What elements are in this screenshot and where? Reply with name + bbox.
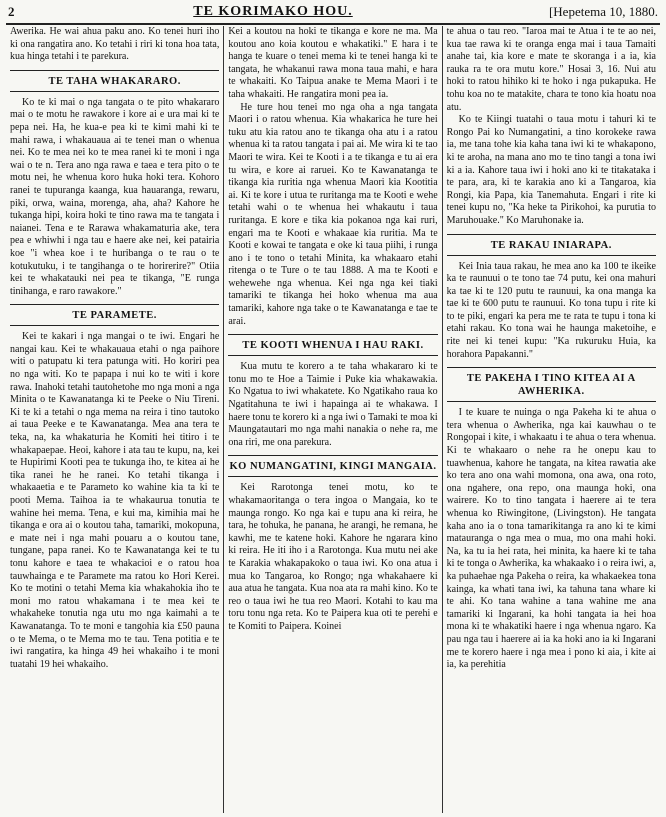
section-heading: TE PAKEHA I TINO KITEA AI A AWHERIKA. — [447, 367, 656, 402]
masthead-rule — [6, 23, 660, 25]
article-paragraph: Kei Inia taua rakau, he mea ano ka 100 te ikeike ka te raunuui o te tono tae 74 putu, kei ona mahuri ka tae ki te 120 putu te raunuui, ka ona manga ka tae ki te 600 putu te raunuui. Ko tona tupu i rite ki to te piki, engari ka pera me te rata te tupu i tona ki etahi rakau. Ko tona wai he haunga maketoihe, e rite nei ki tenei kupu: "Ka rukuruku Huia, ka horahora Papakanni." — [446, 260, 656, 360]
article-paragraph: I te kuare te nuinga o nga Pakeha ki te ahua o tera whenua o Awherika, nga kai kauwhau o te Rongopai i kite, i whakaatu i te ahua o tera whenua. Ki te whakaaro o nehe ra he onepu kau to tuawhenua, kahore he tangata, na kitea rawatia ake ko tera ano ona wahi momona, ona awa, ona roto, ona ngahere, ona repo, ona maunga hoki, ona wairere. Ko to tino tangata i haerere ai te tera whenua ko Riwingitone, (Livingston). He tangata kaha ano ia o tona tamarikitanga ra ano ki te kimi matauranga o nga mea o mua, mo ona mahi hoki. Na, ka tu ia hei rata, hei minita, ka haere ki te taha ki te tonga o Awherika, ka whakaako i o reira iwi, a, ka puhaehae nga Pakeha o reira, ka whakaekea tona kainga, ka whati tana iwi, ka tahuna tana whare ki te ahi. Ko tana wahine a tana wahine me ana tamariki ki Ingarani, ka hohi tangata ia hei hoa mona ki te whakatiki haere i nga whenua ngaro. Ka pau nga tau i haerere ai ia ka hoki ano ia ki Ingarani me te korero haere i nga mea i pono ki aia, i kite ai ia, ka perehitia — [446, 407, 656, 671]
article-columns — [6, 26, 660, 813]
section-heading: KO NUMANGATINI, KINGI MANGAIA. — [228, 455, 437, 477]
issue-date: [Hepetema 10, 1880. — [548, 4, 658, 19]
article-paragraph: Ko te ki mai o nga tangata o te pito whakararo mai o te motu he rawakore i kore ai e ura mai ki te pepa nei. Ha, he kua-e pea ki te kimi mahi ki te mahi rawa, i whakauaua ai te tenei man o whenua nei. Ko te mea nei ko te mea ranei ki te moni i nga wai o te n. Tera ano nga rawa e taea e tera pito o te motu nei, he whenua koro huka hoki tera. Kohoro ranei te tupuranga kaanga, kua hauaranga, rewaru, piki, orwa, waina, morenga, aha, aha? Kahore he tukanga hipi, koira hoki te tino rawa ma te tangata i naianei. Tena e te Rarawa whakamaturia ake, tera pea e whiwhi i nga tau e haere ake nei, kei patairia koe "i whea koe i te huribanga o te rau o te kotukutuku, i te tangihanga o te horirerire?" Otiia kei te whakatauki nei pea te tikanga, "E runga tinihanga, e raro rawakore." — [10, 96, 220, 297]
masthead — [8, 2, 658, 22]
newspaper-title: TE KORIMAKO HOU. — [193, 4, 353, 19]
column-1 — [6, 26, 223, 813]
section-heading: TE TAHA WHAKARARO. — [10, 70, 219, 92]
page-number: 2 — [8, 4, 15, 19]
section-heading: TE KOOTI WHENUA I HAU RAKI. — [228, 334, 437, 356]
article-paragraph: Ko te Kiingi tuatahi o taua motu i tahuri ki te Rongo Pai ko Numangatini, a tino korokeke rawa ia, me tana tohe kia kaha tana iwi ki te whakapono, ki te aroha, na mana ano mo te tino tangi a tona iwi ki a ia. Kahore taua iwi i hoki ano ki te titakataka i te para, ara, ki te karakia ano ki a Tangaroa, kia Rongi, kia Papa, kia Tanemahuta. Engari i rite ki tenei kupu no, "Ka heke ta Pirikohoi, ka purutia to Maruhouake." Ko Maruhonake ia. — [446, 114, 656, 226]
article-paragraph: Kua mutu te korero a te taha whakararo ki te tonu mo te Hoe a Taimie i Puke kia whakawakia. Ko Ngatua to iwi whakatete. Ko Ngatikaho raua ko Ngatitahuna te iwi i hapainga ai te whakawa. I haere tonu te korero ki a nga iwi o Tamaki te moa ki Maungatautari mo nga mahi nanakia o nehe ra, me ona riri, me ona parekura. — [228, 361, 438, 448]
column-2 — [223, 26, 441, 813]
article-paragraph: Kei te kakari i nga mangai o te iwi. Engari he nangai kau. Kei te whakauaua etahi o nga paihore witi o patupatu ki tera patunga witi. Ho koriri pea no nga witi. Ko te papapa i nui ko te witi i kore rawa. Inahoki tetahi tautohetohe mo nga moni a nga Minita o te Kawanatanga ki te Peeke o Niu Tireni. Ki te ki a tetahi o nga mema na reira i tino tautoko ai taua Peeke e te Kawanatanga. Mea ana tera te teka, na, ka whakaturia he Komiti hei titiro i te whakapaepae. Heoi, kahore i ata tau te kupu, na, kei te Hupirimi Kooti pea te tukunga iho, te kitea ai he tika ranei he he ranei. Ko tetahi tikanga i whakaaetia e te Parameto ko wahine kia ta ki te pooti Mema. Taihoa ia te whakaurua tonutia te wahine hei mema. Tena, e kui ma, kimihia mai he tikanga e ora ai o koutou taha, tamariki, mokopuna, e mate nei i nga mahi pouaru a o koutou tane, tungane, papa ranei. Ko te Kawanatanga kei te tu tonu kahore e taea te whakacioi e o ratou hoa tauwhainga e te Paramete ma ratou ko Hori Kerei. Ko te motini o tetahi Mema kia whakahokia iho te moni mo ratou whakamana i te mea kei te whakaheke tonutia nga utu mo nga kaimahi a te Kawanatanga. To te moni e tangohia kia £50 pauna o te Mema, o te Mema mo te tau. Tena potitia e te iwi rangatira, ka hinga 49 hei whakaiho i te moni tuatahi 19 hei whakaiho. — [10, 331, 220, 670]
column-3 — [442, 26, 660, 813]
article-paragraph: He ture hou tenei mo nga oha a nga tangata Maori i o ratou whenua. Kia whakarica he ture hei tuku atu kia ratou ano te tikanga oha atu i a ratou whenua ki ta ratou tangata i pai ai. Me wira ki te tao Maori te wira. Kei te Kooti i a te tikanga e tu ai era tu wira, e kore ai raruei. Ko te Kawanatanga te tikanga kia ruritia nga whenua Maori kia Kootitia ai. Ki te kore i utua te ruritanga ma te Kooti e wehe tetahi wahi o te whenua hei whakautu i taua ruritanga. E kore e tika kia pokanoa nga kai ruri, engari ma te Kooti e whakaae kia ruritia. Ma te Kooti e kowai te tangata e oke ki taua piihi, i runga ano i te tono o tetahi Minita, ka whakaaro etahi ritenga o te Ture o te tau 1888. A ma te Kooti e wehewehe nga whenua. Kei nga nga kei tiaki tamariki te tikanga hei hoko whenua ma aua tamariki, kahore nga take o te Kawanatanga e tae te arai. — [228, 101, 438, 327]
article-paragraph: Kei a koutou na hoki te tikanga e kore ne ma. Ma koutou ano koia koutou e whakatiki." E hara i te hanga te kuare o tenei mema ki te tenei hanga ki te tangata, he whakanui rawa mona taua mahi, e hara te whakaiti. Ko Taipua anake te Mema Maori i te taha whakaiti. He rangatira moni pea ia. — [228, 26, 438, 100]
section-heading: TE PARAMETE. — [10, 304, 219, 326]
article-paragraph: Kei Rarotonga tenei motu, ko te whakamaoritanga o tera ingoa o Mangaia, ko te maunga rongo. Ko nga kai e tupu ana ki reira, he tara, he tohuka, he panana, he arangi, he remana, he kawhi, me te katene hoki. Kahore he ngarara kino ki reira. He iti iho i a Rarotonga. Kua mutu nei ake te Karakia whakapakoko o taua iwi. Ko ona atua i mua ko Tangaroa, ko Rongo; nga whakahaere ki aua atua he tangata. Kua noa ata ra mahi kino. Ko te reo o taua iwi he tua reo Maori. Kotahi to kau ma toru tonu nga reta. Ko te Paipera kua oti te perehi e te Komiti to Paipera. Koinei — [228, 482, 438, 632]
section-heading: TE RAKAU INIARAPA. — [447, 234, 656, 256]
article-paragraph: Awerika. He wai ahua paku ano. Ko tenei huri iho ki ona rangatira ano. Ko tetahi i riri ki tona hoa tata, kua hinga tetahi i te parekura. — [10, 26, 220, 63]
article-paragraph: te ahua o tau reo. "Iaroa mai te Atua i te te ao nei, kua tae rawa ki te oranga enga mai i taua Tamaiti anahe tai, kia kore e mate te skoranga i a ia, kia rauka ra te ora mutu kore." Hosai 3, 16. Nui atu hoki to ratou hihiko ki te hoko i nga pukapuka. He tohu koa no te matakite, chara te tono kia hoatu noa atu. — [446, 26, 656, 113]
